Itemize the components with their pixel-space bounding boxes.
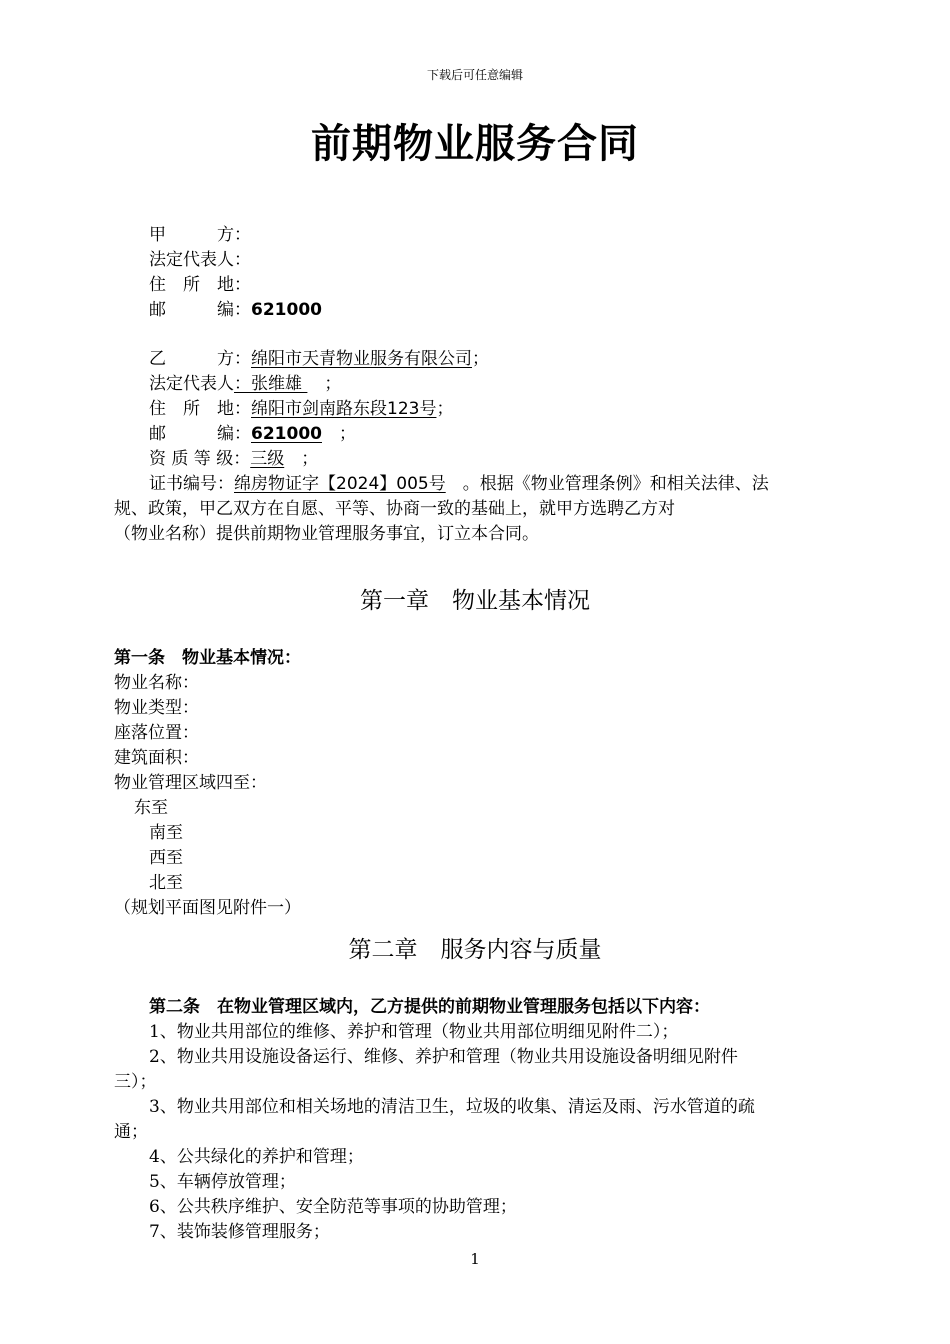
party-b-rep-suffix: ；: [307, 374, 342, 394]
service-item-4: 4、公共绿化的养护和管理；: [149, 1147, 364, 1167]
service-item-2: 2、物业共用设施设备运行、维修、养护和管理（物业共用设施设备明细见附件: [149, 1047, 738, 1067]
party-b-cert-label: 证书编号：: [149, 474, 234, 494]
party-b-label: 乙 方：: [149, 349, 251, 369]
party-b-rep-label: 法定代表人: [149, 374, 234, 394]
party-b-cert: 绵房物证字【2024】005号: [234, 474, 446, 494]
party-b-postcode-suffix: ；: [321, 424, 356, 444]
header-note: 下载后可任意编辑: [426, 68, 523, 82]
service-item-1: 1、物业共用部位的维修、养护和管理（物业共用部位明细见附件二）；: [149, 1022, 679, 1042]
plan-note: （规划平面图见附件一）: [114, 898, 301, 918]
party-b-rep-line: [149, 372, 341, 396]
party-b-rep-name: ：张维雄: [234, 374, 308, 394]
property-location-label: 座落位置：: [114, 723, 199, 743]
article-2-heading: 第二条 在物业管理区域内，乙方提供的前期物业管理服务包括以下内容：: [149, 997, 710, 1017]
party-b-address-label: 住 所 地：: [149, 399, 251, 419]
party-b-name: 绵阳市天青物业服务有限公司: [251, 349, 472, 369]
property-area-label: 建筑面积：: [114, 748, 199, 768]
party-b-address-line: [149, 397, 453, 421]
party-b-address-suffix: ；: [436, 399, 454, 419]
service-item-7: 7、装饰装修管理服务；: [149, 1222, 330, 1242]
party-b-cert-suffix: 。根据《物业管理条例》和相关法律、法: [445, 474, 769, 494]
chapter-2-heading: 第二章 服务内容与质量: [348, 937, 602, 963]
intro-line-2: 规、政策，甲乙双方在自愿、平等、协商一致的基础上，就甲方选聘乙方对: [114, 499, 675, 519]
document-title: 前期物业服务合同: [311, 121, 639, 167]
page-number: 1: [470, 1250, 480, 1268]
boundary-south: 南至: [149, 823, 183, 843]
party-a-rep-label: 法定代表人：: [149, 250, 251, 270]
property-name-label: 物业名称：: [114, 673, 199, 693]
party-b-postcode-label: 邮 编：: [149, 424, 251, 444]
article-1-heading: 第一条 物业基本情况：: [114, 648, 301, 668]
service-item-3: 3、物业共用部位和相关场地的清洁卫生，垃圾的收集、清运及雨、污水管道的疏: [149, 1097, 755, 1117]
party-b-suffix: ；: [472, 349, 489, 369]
party-a-postcode-label: 邮 编：: [149, 300, 251, 320]
party-b-postcode: 621000: [251, 424, 322, 444]
party-b-line: [149, 347, 489, 371]
boundary-north: 北至: [149, 873, 183, 893]
property-type-label: 物业类型：: [114, 698, 199, 718]
party-b-address: 绵阳市剑南路东段123号: [251, 399, 437, 419]
party-a-address-label: 住 所 地：: [149, 275, 251, 295]
service-item-3-cont: 通；: [114, 1122, 148, 1142]
party-b-grade-suffix: ；: [284, 449, 319, 469]
boundary-west: 西至: [149, 848, 183, 868]
service-item-6: 6、公共秩序维护、安全防范等事项的协助管理；: [149, 1197, 517, 1217]
party-b-grade-line: [149, 447, 318, 471]
party-b-grade: 三级: [250, 449, 285, 469]
party-b-grade-label: 资 质 等 级：: [149, 449, 251, 469]
service-item-5: 5、车辆停放管理；: [149, 1172, 296, 1192]
intro-line-3: （物业名称）提供前期物业管理服务事宜，订立本合同。: [114, 524, 539, 544]
party-a-postcode: 621000: [251, 300, 322, 320]
property-boundary-label: 物业管理区域四至：: [114, 773, 267, 793]
party-b-cert-line: [149, 472, 769, 496]
chapter-1-heading: 第一章 物业基本情况: [360, 588, 590, 614]
party-a-postcode-line: [149, 298, 322, 322]
party-a-label: 甲 方：: [149, 225, 251, 245]
boundary-east: 东至: [134, 798, 168, 818]
service-item-2-cont: 三）；: [114, 1072, 157, 1092]
party-b-postcode-line: [149, 422, 356, 446]
